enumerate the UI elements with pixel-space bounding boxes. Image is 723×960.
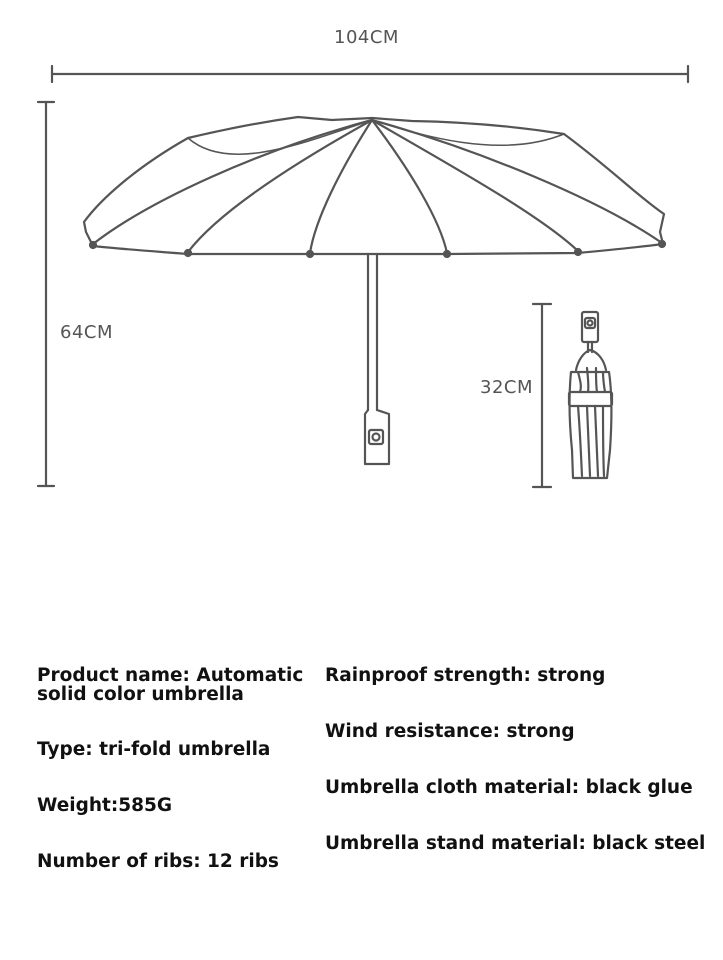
spec-stand-material: Umbrella stand material: black steel xyxy=(325,833,706,854)
spec-rainproof: Rainproof strength: strong xyxy=(325,665,606,686)
spec-weight: Weight:585G xyxy=(37,795,173,816)
width-dimension-line xyxy=(52,66,688,82)
spec-ribs: Number of ribs: 12 ribs xyxy=(37,851,279,872)
folded-umbrella-icon xyxy=(569,312,612,478)
height-dimension-line xyxy=(38,102,54,486)
folded-length-dimension-line xyxy=(533,304,551,487)
spec-type: Type: tri-fold umbrella xyxy=(37,739,271,760)
height-label: 64CM xyxy=(60,322,114,343)
folded-length-label: 32CM xyxy=(480,377,534,398)
spec-wind-resistance: Wind resistance: strong xyxy=(325,721,575,742)
spec-cloth-material: Umbrella cloth material: black glue xyxy=(325,777,693,798)
spec-product-name: Product name: Automatic solid color umbrella xyxy=(37,665,304,705)
width-label: 104CM xyxy=(334,27,399,48)
